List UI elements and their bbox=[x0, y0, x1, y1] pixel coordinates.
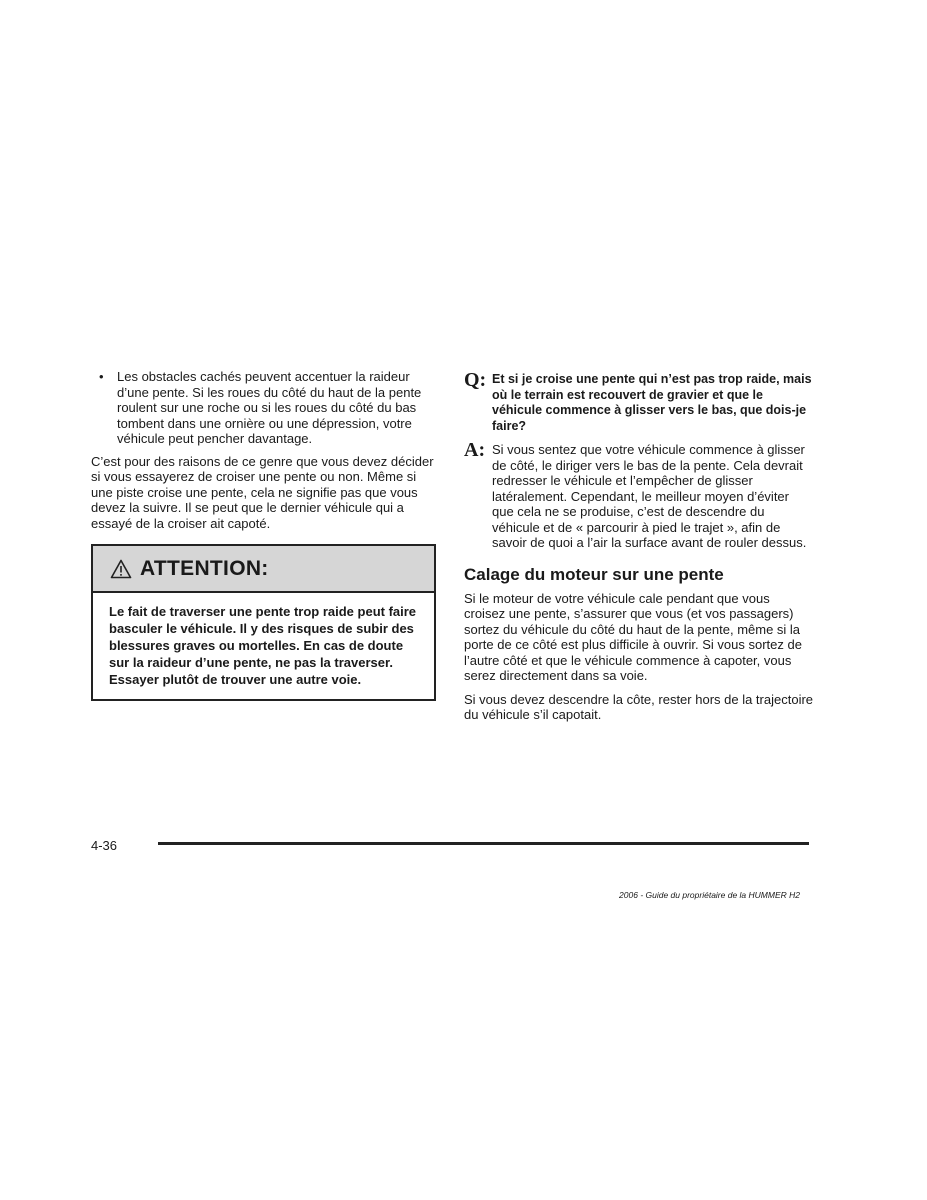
paragraph-slope-decision: C’est pour des raisons de ce genre que vous devez décider si vous essayerez de croiser une pente ou non. Même si une piste croise une pente, cela ne signifie pas que vous devez la suivre. Il se peut que le dernier véhicule qui a essayé de la croiser ait capoté. bbox=[91, 453, 434, 531]
left-column bbox=[91, 369, 436, 701]
bullet-text: Les obstacles cachés peuvent accentuer la raideur d’une pente. Si les roues du côté du haut de la pente roulent sur une roche ou si les roues du côté du bas tombent dans une ornière ou une dépression, votre véhicule peut pencher davantage. bbox=[117, 369, 422, 446]
question-block bbox=[464, 369, 814, 434]
bullet-item bbox=[91, 369, 436, 447]
bullet-dot: • bbox=[99, 369, 104, 384]
section-heading: Calage du moteur sur une pente bbox=[464, 564, 724, 584]
caution-header bbox=[93, 546, 434, 593]
caution-text: Le fait de traverser une pente trop raide peut faire basculer le véhicule. Il y des risques de subir des blessures graves ou mortelles. En cas de doute sur la raideur d’une pente, ne pas la traverser. Essayer plutôt de trouver une autre voie. bbox=[109, 604, 417, 687]
warning-triangle-icon bbox=[110, 559, 132, 579]
footer-divider bbox=[158, 842, 809, 845]
footer-document-title: 2006 - Guide du propriétaire de la HUMMER H2 bbox=[619, 890, 800, 900]
question-mark-label: Q: bbox=[464, 369, 487, 391]
right-column bbox=[464, 369, 814, 731]
question-text: Et si je croise une pente qui n’est pas trop raide, mais où le terrain est recouvert de gravier et que le véhicule commence à glisser vers le bas, que dois-je faire? bbox=[492, 372, 812, 433]
paragraph-descend: Si vous devez descendre la côte, rester hors de la trajectoire du véhicule s’il capotait. bbox=[464, 691, 814, 722]
answer-block bbox=[464, 439, 814, 551]
page-number: 4-36 bbox=[91, 838, 118, 853]
caution-box bbox=[91, 544, 436, 701]
paragraph-stall: Si le moteur de votre véhicule cale pendant que vous croisez une pente, s’assurer que vous (et vos passagers) sortez du véhicule du côté du haut de la pente, même si la porte de ce côté est plus difficile à ouvrir. Si vous sortez de l’autre côté et que le véhicule commence à capoter, vous serez directement dans sa voie. bbox=[464, 590, 802, 683]
answer-text: Si vous sentez que votre véhicule commence à glisser de côté, le diriger vers le bas de la pente. Cela devrait redresser le véhicule et l’empêcher de glisser latéralement. Cependant, le meilleur moyen d’éviter que cela ne se produise, c’est de descendre du véhicule et de « parcourir à pied le trajet », afin de savoir de quoi a l’air la surface avant de rouler dessus. bbox=[492, 442, 807, 550]
answer-mark-label: A: bbox=[464, 439, 486, 461]
caution-title: ATTENTION: bbox=[140, 556, 269, 580]
